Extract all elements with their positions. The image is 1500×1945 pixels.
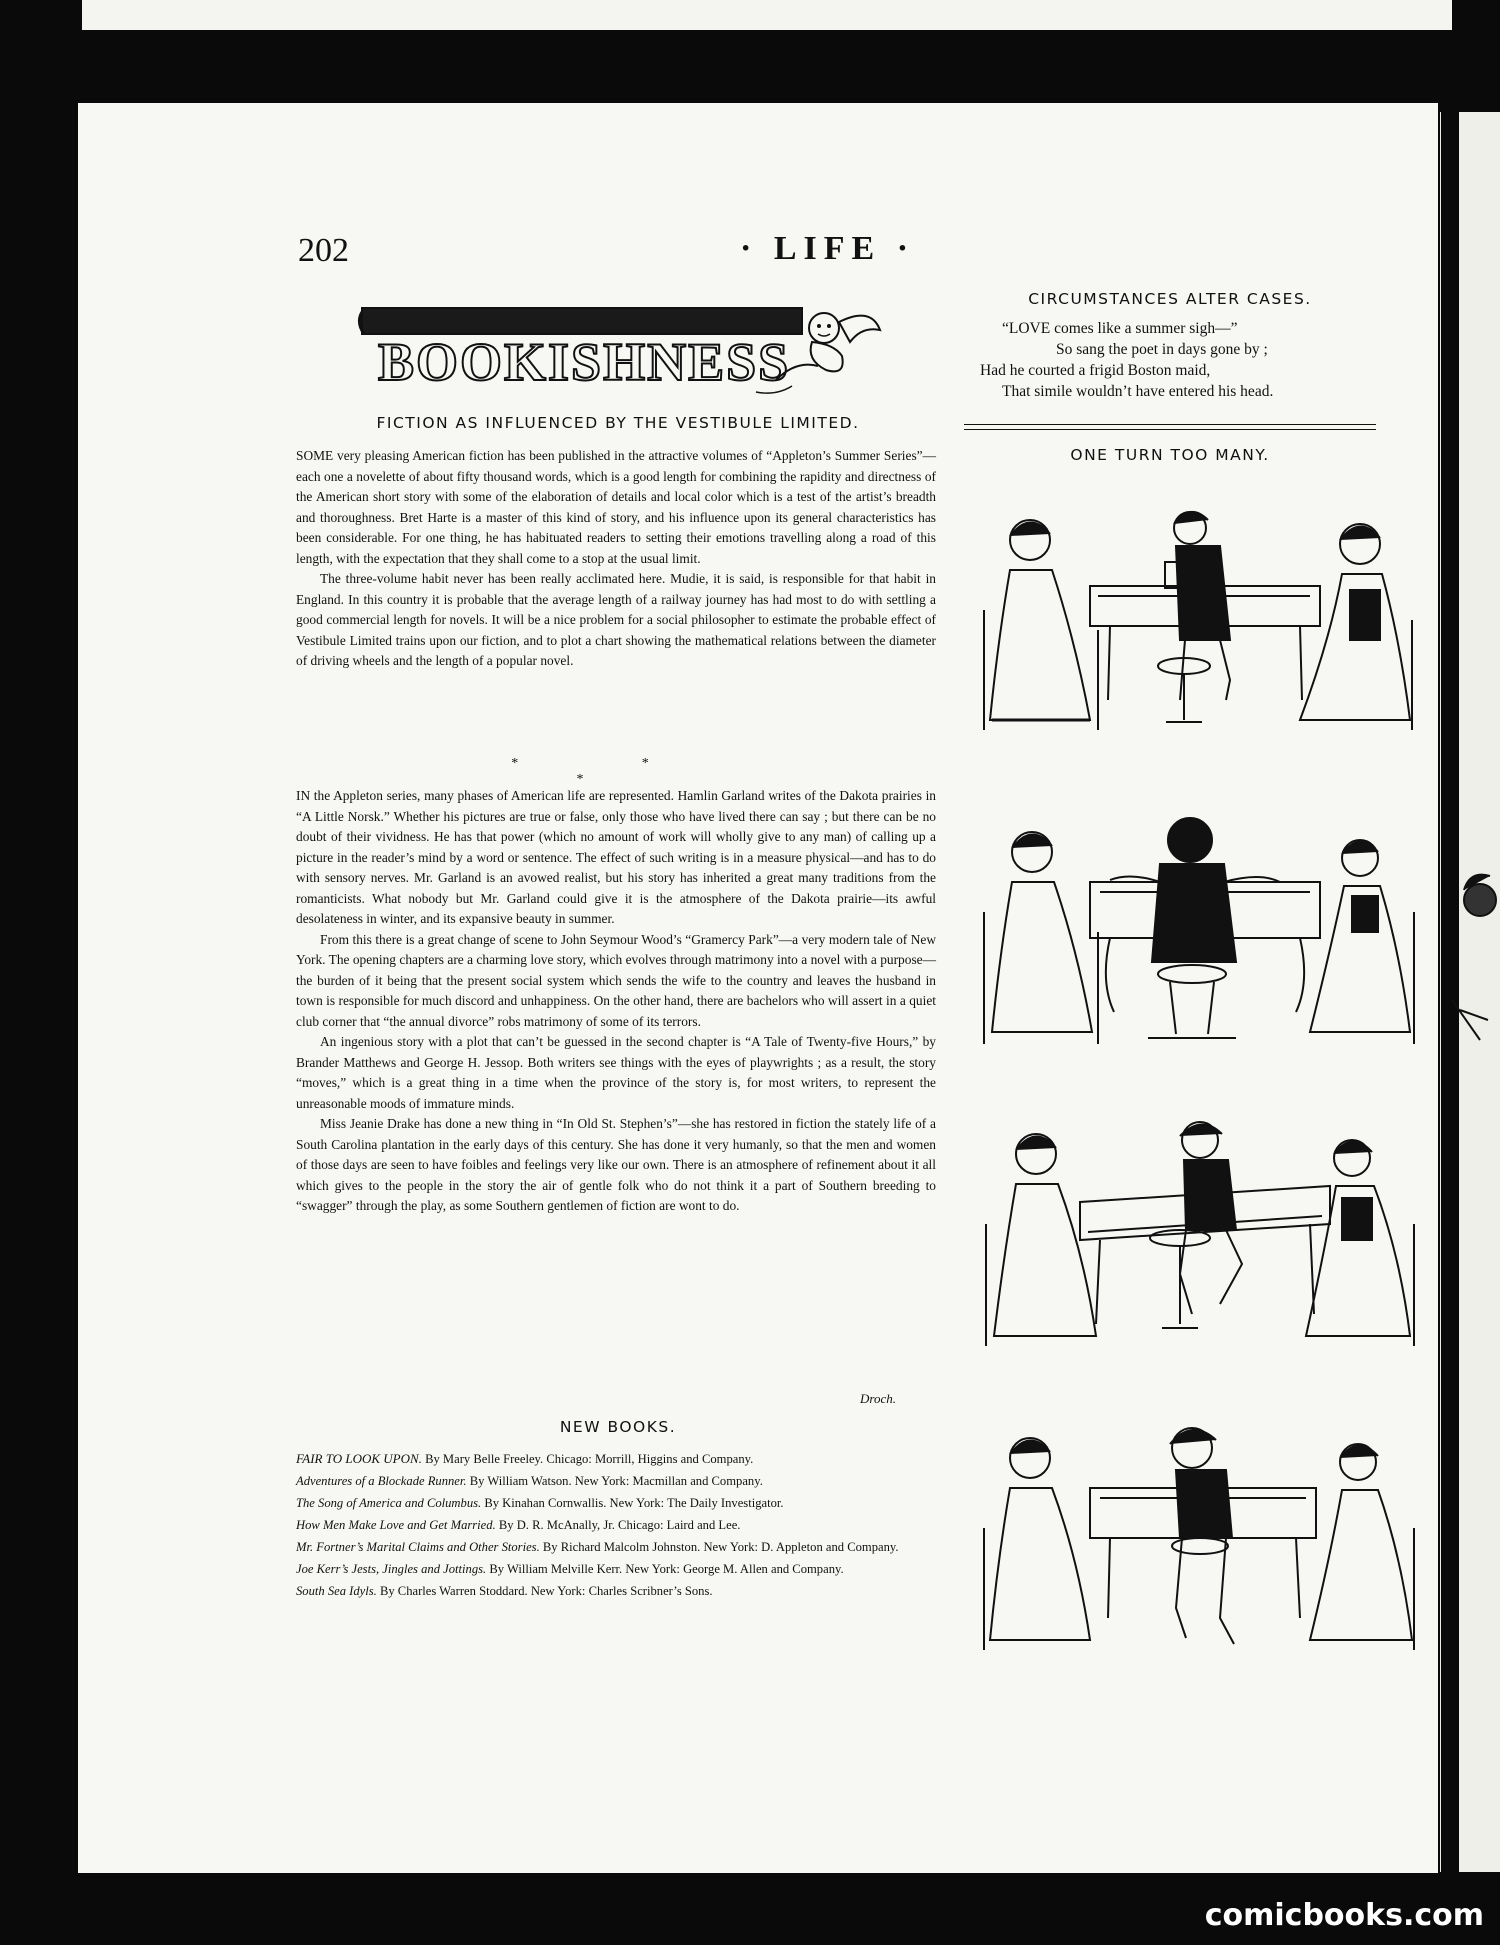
banner-title: BOOKISHNESS xyxy=(378,332,791,392)
book-entry: How Men Make Love and Get Married. By D. R. McAnally, Jr. Chicago: Laird and Lee. xyxy=(296,1518,741,1532)
masthead: · LIFE · xyxy=(740,230,916,267)
section-separator: * * * xyxy=(511,756,709,787)
paragraph: From this there is a great change of scene to John Seymour Wood’s “Gramercy Park”—a very modern tale of New York. The opening chapters are a charming love story, which evolves through matrimony into a novel with a purpose—the burden of it being that the present social system which sends the wife to the country and leaves the husband in town is responsible for much discord and unhappiness. On the other hand, there are bachelors who will assert in a quiet club corner that “the annual divorce” robs matrimony of some of its terrors. xyxy=(296,931,936,1029)
cartoon-title: ONE TURN TOO MANY. xyxy=(1070,446,1270,464)
paragraph: Miss Jeanie Drake has done a new thing in “In Old St. Stephen’s”—she has restored in fiction the stately life of a South Carolina plantation in the early days of this century. She has done it very humanly, so that the men and women of those days are seen to have foibles and feelings very like our own. There is an atmosphere of refinement about it all which gives to the people in the story the air of gentle folk who do not think it a part of Southern breeding to “swagger” through the play, as some Southern gentlemen of fiction are wont to do. xyxy=(296,1116,936,1213)
new-books-title: NEW BOOKS. xyxy=(559,1418,677,1436)
poem-title: CIRCUMSTANCES ALTER CASES. xyxy=(1028,290,1312,308)
piano-scene-4 xyxy=(980,1418,1420,1656)
book-entry: FAIR TO LOOK UPON. By Mary Belle Freeley. Chicago: Morrill, Higgins and Company. xyxy=(296,1451,754,1466)
bookishness-banner xyxy=(356,300,896,400)
previous-page-strip xyxy=(0,0,1500,80)
double-rule-top xyxy=(964,424,1376,425)
paragraph: SOME very pleasing American fiction has been published in the attractive volumes of “Appleton’s Summer Series”—each one a novelette of about fifty thousand words, which is a good length for combining the rapidity and directness of the American short story with some of the elaboration of details and local color which is a test of the artist’s breadth and thoroughness. Bret Harte is a master of this kind of story, and his influence upon its general characteristics has been considerable. For one thing, he has habituated readers to setting their emotions travelling along a road of this length, with the expectation that they shall come to a stop at the usual limit. xyxy=(296,448,936,566)
double-rule-bottom xyxy=(964,429,1376,430)
book-entry: South Sea Idyls. By Charles Warren Stoddard. New York: Charles Scribner’s Sons. xyxy=(296,1584,713,1598)
next-page-illustration-fragment xyxy=(1440,860,1500,1080)
piano-scene-1 xyxy=(980,500,1420,738)
piano-scene-2 xyxy=(980,812,1420,1050)
paragraph: IN the Appleton series, many phases of American life are represented. Hamlin Garland writes of the Dakota prairies in “A Little Norsk.” Whether his pictures are true or false, only those who have lived there can say ; but there can be no doubt of their vividness. He has that power (which no amount of work will wholly give to any man) of calling up a picture in the reader’s mind by a word or sentence. The effect of such writing is in a measure physical—and has to do with sensory nerves. Mr. Garland is an avowed realist, but his story has inherited a great many traditions from the romanticists. What nobody but Mr. Garland could give it is the atmosphere of the Dakota prairie—its awful desolateness in winter, and its expansive beauty in summer. xyxy=(296,788,936,926)
poem xyxy=(980,318,1380,402)
paragraph: An ingenious story with a plot that can’t be guessed in the second chapter is “A Tale of Twenty-five Hours,” by Brander Matthews and George H. Jessop. Both writers see things with the eyes of playwrights ; as a result, the story “moves,” which is a great thing in a time when the province of the story is, for most writers, to represent the unreasonable moods of immature minds. xyxy=(296,1034,936,1111)
book-entry: Joe Kerr’s Jests, Jingles and Jottings. By William Melville Kerr. New York: George M. Allen and Company. xyxy=(296,1562,844,1576)
watermark: comicbooks.com xyxy=(1204,1898,1484,1933)
poem-line: “LOVE comes like a summer sigh—” xyxy=(1002,320,1238,337)
book-entry: Adventures of a Blockade Runner. By William Watson. New York: Macmillan and Company. xyxy=(296,1474,763,1488)
book-entry: Mr. Fortner’s Marital Claims and Other Stories. By Richard Malcolm Johnston. New York: D. Appleton and Company. xyxy=(296,1540,899,1554)
new-books-list xyxy=(296,1452,936,1606)
page-number: 202 xyxy=(298,232,349,269)
author-signature: Droch. xyxy=(860,1391,896,1406)
article-title: FICTION AS INFLUENCED BY THE VESTIBULE LIMITED. xyxy=(376,414,860,432)
book-entry: The Song of America and Columbus. By Kinahan Cornwallis. New York: The Daily Investigator. xyxy=(296,1496,784,1510)
piano-scene-3 xyxy=(980,1114,1420,1352)
article-part-2 xyxy=(296,786,936,1217)
poem-line: So sang the poet in days gone by ; xyxy=(1056,341,1268,358)
poem-line: Had he courted a frigid Boston maid, xyxy=(980,362,1211,379)
paragraph: The three-volume habit never has been really acclimated here. Mudie, it is said, is responsible for that habit in England. In this country it is probable that the average length of a railway journey has had most to do with settling a good commercial length for novels. It will be a nice problem for a social philosopher to estimate the probable effect of Vestibule Limited trains upon our fiction, and to plot a chart showing the mathematical relations between the diameter of driving wheels and the length of a popular novel. xyxy=(296,571,936,668)
poem-line: That simile wouldn’t have entered his head. xyxy=(1002,383,1274,400)
article-part-1 xyxy=(296,446,936,672)
